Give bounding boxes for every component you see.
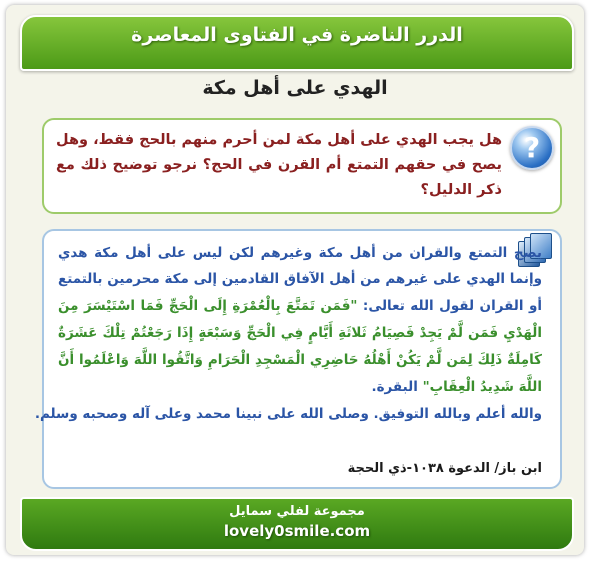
footer-banner: [20, 497, 574, 551]
footer-site-url[interactable]: lovely0smile.com: [223, 522, 371, 540]
question-text: هل يجب الهدي على أهل مكة لمن أحرم منهم بالحج فقط، وهل يصح في حقهم التمتع أم القرن في الحج؟ نرجو توضيح ذلك مع ذكر الدليل؟: [56, 132, 502, 198]
page-title: الهدي على أهل مكة: [202, 77, 388, 99]
closing-text: والله أعلم وبالله التوفيق. وصلى الله على نبينا محمد وعلى آله وصحبه وسلم.: [34, 406, 542, 422]
verse-line: [58, 379, 542, 395]
surah-reference: البقرة.: [371, 379, 423, 395]
question-box: [42, 118, 562, 214]
answer-line: [58, 298, 542, 314]
answer-box: [34, 229, 562, 489]
header-title: الدرر الناضرة في الفتاوى المعاصرة: [131, 24, 463, 46]
fatwa-card: [6, 5, 584, 555]
footer-site-name: مجموعة لفلي سمايل: [229, 504, 365, 519]
verse-line: الْهَدْيِ فَمَن لَّمْ يَجِدْ فَصِيَامُ ثَلاثَةِ أَيَّامٍ فِي الْحَجِّ وَسَبْعَةٍ إِذَا رَجَعْتُمْ تِلْكَ عَشَرَةٌ: [58, 325, 542, 341]
verse-line: كَامِلَةٌ ذَلِكَ لِمَن لَّمْ يَكُنْ أَهْلُهُ حَاضِرِي الْمَسْجِدِ الْحَرَامِ وَاتَّقُوا اللَّهَ وَاعْلَمُوا أَنَّ: [58, 352, 542, 368]
answer-text: أو القران لقول الله تعالى:: [357, 298, 542, 314]
verse-text: اللَّهَ شَدِيدُ الْعِقَابِ": [422, 379, 542, 395]
question-icon: ?: [510, 126, 554, 170]
answer-line: وإنما الهدي على غيرهم من أهل الآفاق القادمين إلى مكة محرمين بالتمتع: [58, 271, 542, 287]
answer-line: يصح التمتع والقران من أهل مكة وغيرهم لكن ليس على أهل مكة هدي: [58, 245, 542, 261]
source-citation: ابن باز/ الدعوة ١٠٣٨-ذي الحجة: [347, 461, 542, 476]
verse-text: "فَمَن تَمَتَّعَ بِالْعُمْرَةِ إِلَى الْحَجِّ فَمَا اسْتَيْسَرَ مِنَ: [58, 298, 358, 314]
header-banner: [20, 15, 574, 71]
